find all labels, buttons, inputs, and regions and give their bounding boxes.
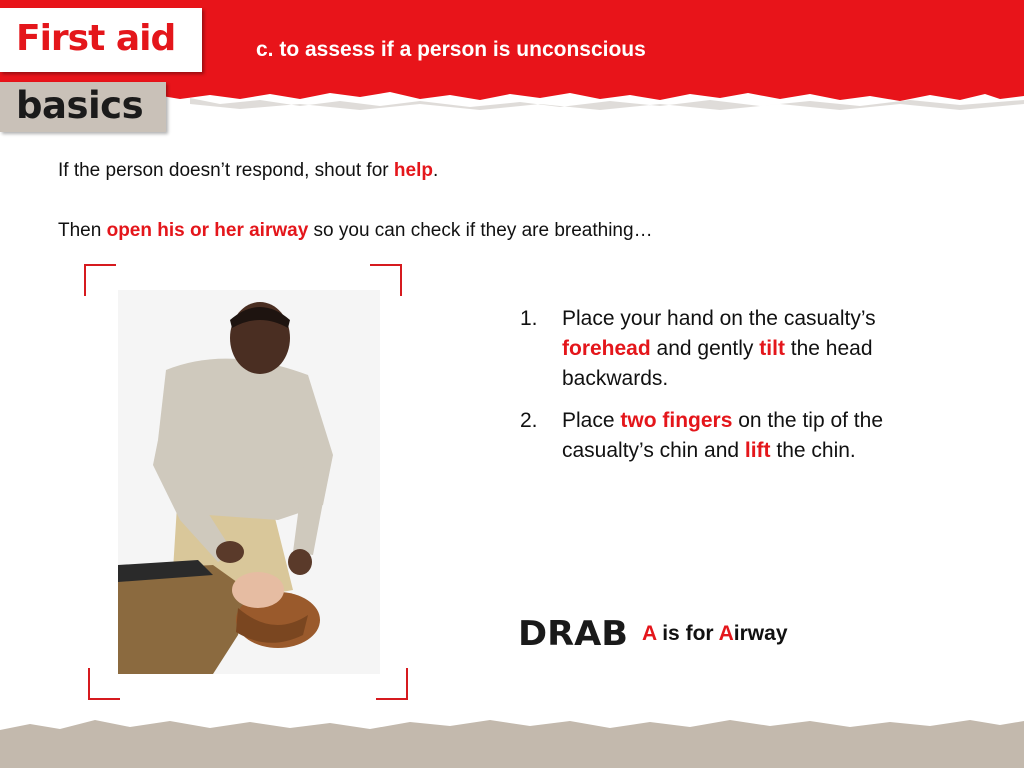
step-1-text-a: Place your hand on the casualty’s	[562, 307, 876, 330]
logo-basics-text: basics	[16, 84, 144, 127]
logo-first-aid	[0, 8, 202, 72]
steps-list	[520, 304, 970, 478]
drab-is-for: is for	[656, 622, 719, 645]
footer-band	[0, 690, 1024, 768]
step-1-number: 1.	[520, 307, 538, 330]
step-1-text-c: the head backwards.	[562, 337, 873, 390]
para2-end: so you can check if they are breathing…	[308, 220, 653, 241]
step-2-text-a: Place	[562, 409, 621, 432]
step-2-number: 2.	[520, 409, 538, 432]
step-2-highlight-lift: lift	[744, 439, 771, 462]
para1-text: If the person doesn’t respond, shout for	[58, 160, 394, 181]
drab-logo	[516, 612, 632, 652]
drab-letter-a: A	[642, 622, 657, 645]
drab-airway-rest: irway	[733, 622, 788, 645]
logo-basics	[0, 82, 166, 132]
airway-illustration	[118, 290, 380, 674]
step-2	[520, 406, 970, 466]
instruction-help	[58, 160, 438, 182]
drab-caption	[642, 622, 788, 646]
frame-corner-top-left	[84, 264, 116, 296]
step-2-text-c: the chin.	[770, 439, 856, 462]
step-2-highlight-two-fingers: two fingers	[620, 409, 733, 432]
para1-end: .	[432, 160, 439, 181]
para2-highlight: open his or her airway	[106, 220, 309, 241]
step-2-text-b: on the tip of the casualty’s chin and	[562, 409, 883, 462]
airway-photo	[118, 290, 380, 674]
step-1-text-b: and gently	[650, 337, 760, 360]
instruction-airway	[58, 220, 653, 242]
step-1-highlight-tilt: tilt	[759, 337, 785, 360]
para1-highlight: help	[393, 160, 433, 181]
step-1-highlight-forehead: forehead	[562, 337, 651, 360]
logo-first-aid-text: First aid	[16, 18, 176, 59]
drab-logo-text: DRAB	[518, 614, 628, 652]
step-1	[520, 304, 970, 394]
slide-title: c. to assess if a person is unconscious	[256, 38, 646, 61]
para2-text: Then	[58, 220, 107, 241]
drab-airway-initial: A	[718, 622, 734, 645]
